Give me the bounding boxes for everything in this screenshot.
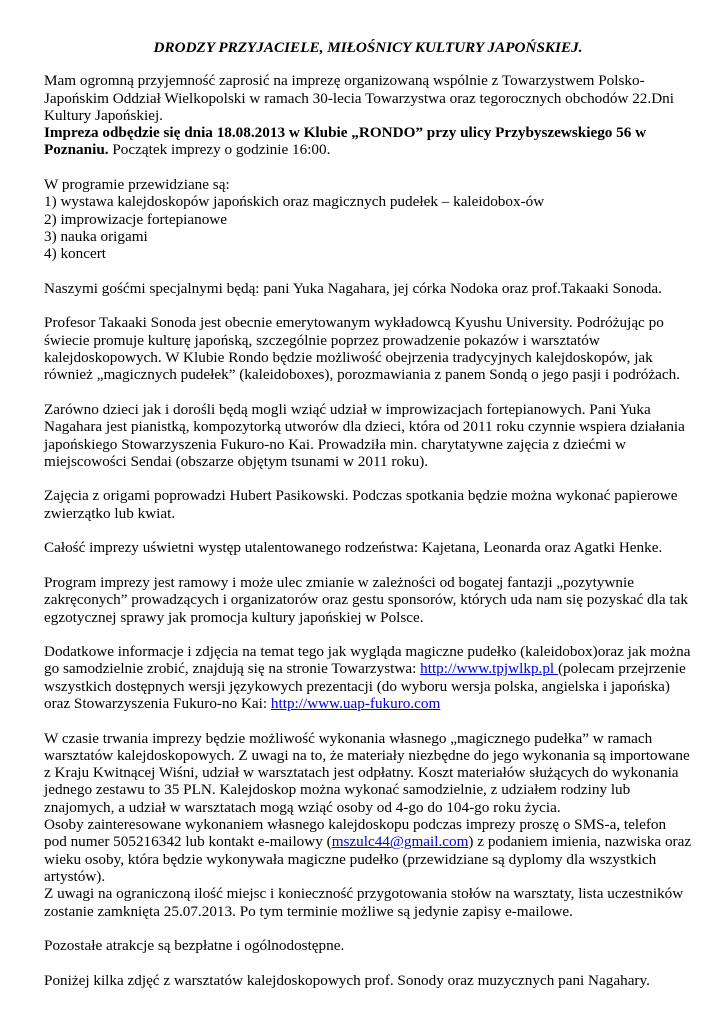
tpj-website-link[interactable]: http://www.tpjwlkp.pl xyxy=(420,660,558,678)
photos-paragraph: Poniżej kilka zdjęć z warsztatów kalejdoskopowych prof. Sonody oraz muzycznych pani Nagahary. xyxy=(44,971,650,989)
info-text: (polecam przejrzenie wszystkich dostępnych wersji językowych prezentacji (do wyboru wersja polska, angielska i japońska) oraz Stowarzyszenia Fukuro-no Kai: xyxy=(44,660,686,712)
intro-text: Mam ogromną przyjemność zaprosić na imprezę organizowaną wspólnie z Towarzystwem Polsko-Japońskim Oddział Wielkopolski w ramach 30-lecia Towarzystwa oraz tegorocznych obchodów 22.Dni Kultury Japońskiej. xyxy=(44,72,674,124)
workshop-paragraph xyxy=(44,730,692,920)
document-page xyxy=(44,39,692,1006)
guests-paragraph: Naszymi gośćmi specjalnymi będą: pani Yuka Nagahara, jej córka Nodoka oraz prof.Takaaki Sonoda. xyxy=(44,279,662,297)
program-section xyxy=(44,176,692,262)
intro-paragraph xyxy=(44,72,692,158)
henke-paragraph: Całość imprezy uświetni występ utalentowanego rodzeństwa: Kajetana, Leonarda oraz Agatki Henke. xyxy=(44,539,663,557)
event-start-time: Początek imprezy o godzinie 16:00. xyxy=(108,141,331,159)
workshop-contact-text: ) z podaniem imienia, nazwiska oraz wieku osoby, która będzie wykonywała magiczne pudełko (przewidziane są dyplomy dla wszystkich artystów). xyxy=(44,833,692,885)
nagahara-paragraph: Zarówno dzieci jak i dorośli będą mogli wziąć udział w improwizacjach fortepianowych. Pani Yuka Nagahara jest pianistką, kompozytorką utworów dla dzieci, która od 2011 roku czynnie wspiera działania japońskiego Stowarzyszenia Fukuro-no Kai. Prowadziła min. charytatywne zajęcia z dziećmi w miejscowości Sendai (obszarze objętym tsunami w 2011 roku). xyxy=(44,400,685,470)
free-attractions-paragraph: Pozostałe atrakcje są bezpłatne i ogólnodostępne. xyxy=(44,937,345,955)
info-paragraph xyxy=(44,643,692,712)
event-date-location: Impreza odbędzie się dnia 18.08.2013 w Klubie „RONDO” przy ulicy Przybyszewskiego 56 w Poznaniu. xyxy=(44,124,647,159)
program-item: 2) improwizacje fortepianowe xyxy=(44,210,228,228)
workshop-text: W czasie trwania imprezy będzie możliwość wykonania własnego „magicznego pudełka” w ramach warsztatów kalejdoskopowych. Z uwagi na to, że materiały niezbędne do jego wykonania są importowane z Kraju Kwitnącej Wiśni, udział w warsztatach jest odpłatny. Koszt materiałów służących do wykonania jednego zestawu to 35 PLN. Kalejdoskop można wykonać samodzielnie, z udziałem rodziny lub znajomych, a udział w warsztatach mogą wziąć osoby od 4-go do 104-go roku życia. xyxy=(44,729,690,816)
program-item: 4) koncert xyxy=(44,245,106,263)
document-title: DRODZY PRZYJACIELE, MIŁOŚNICY KULTURY JAPOŃSKIEJ. xyxy=(153,39,583,56)
program-note-paragraph: Program imprezy jest ramowy i może ulec zmianie w zależności od bogatej fantazji „pozytywnie zakręconych” prowadzących i organizatorów oraz gestu sponsorów, których uda nam się pozyskać dla tak egzotycznej sprawy jak promocja kultury japońskiej w Polsce. xyxy=(44,573,688,626)
origami-paragraph: Zajęcia z origami poprowadzi Hubert Pasikowski. Podczas spotkania będzie można wykonać papierowe zwierzątko lub kwiat. xyxy=(44,487,678,522)
program-heading: W programie przewidziane są: xyxy=(44,176,230,194)
contact-email-link[interactable]: mszulc44@gmail.com xyxy=(331,833,469,851)
program-item: 3) nauka origami xyxy=(44,227,148,245)
info-text: Dodatkowe informacje i zdjęcia na temat tego jak wygląda magiczne pudełko (kaleidobox)oraz jak można go samodzielnie zrobić, znajdują się na stronie Towarzystwa: xyxy=(44,643,691,678)
sonoda-paragraph: Profesor Takaaki Sonoda jest obecnie emerytowanym wykładowcą Kyushu University. Podróżując po świecie promuje kulturę japońską, szczególnie poprzez prowadzenie pokazów i warsztatów kalejdoskopowych. W Klubie Rondo będzie możliwość obejrzenia tradycyjnych kalejdoskopów, jak również „magicznych pudełek” (kaleidoboxes), porozmawiania z panem Sondą o jego pasji i podróżach. xyxy=(44,314,680,384)
fukuro-website-link[interactable]: http://www.uap-fukuro.com xyxy=(270,694,441,712)
program-item: 1) wystawa kalejdoskopów japońskich oraz magicznych pudełek – kaleidobox-ów xyxy=(44,193,545,211)
workshop-contact-text: Osoby zainteresowane wykonaniem własnego kalejdoskopu podczas imprezy proszę o SMS-a, telefon pod numer 505216342 lub kontakt e-mailowy ( xyxy=(44,816,667,851)
workshop-deadline-text: Z uwagi na ograniczoną ilość miejsc i konieczność przygotowania stołów na warsztaty, lista uczestników zostanie zamknięta 25.07.2013. Po tym terminie możliwe są jedynie zapisy e-mailowe. xyxy=(44,885,684,920)
